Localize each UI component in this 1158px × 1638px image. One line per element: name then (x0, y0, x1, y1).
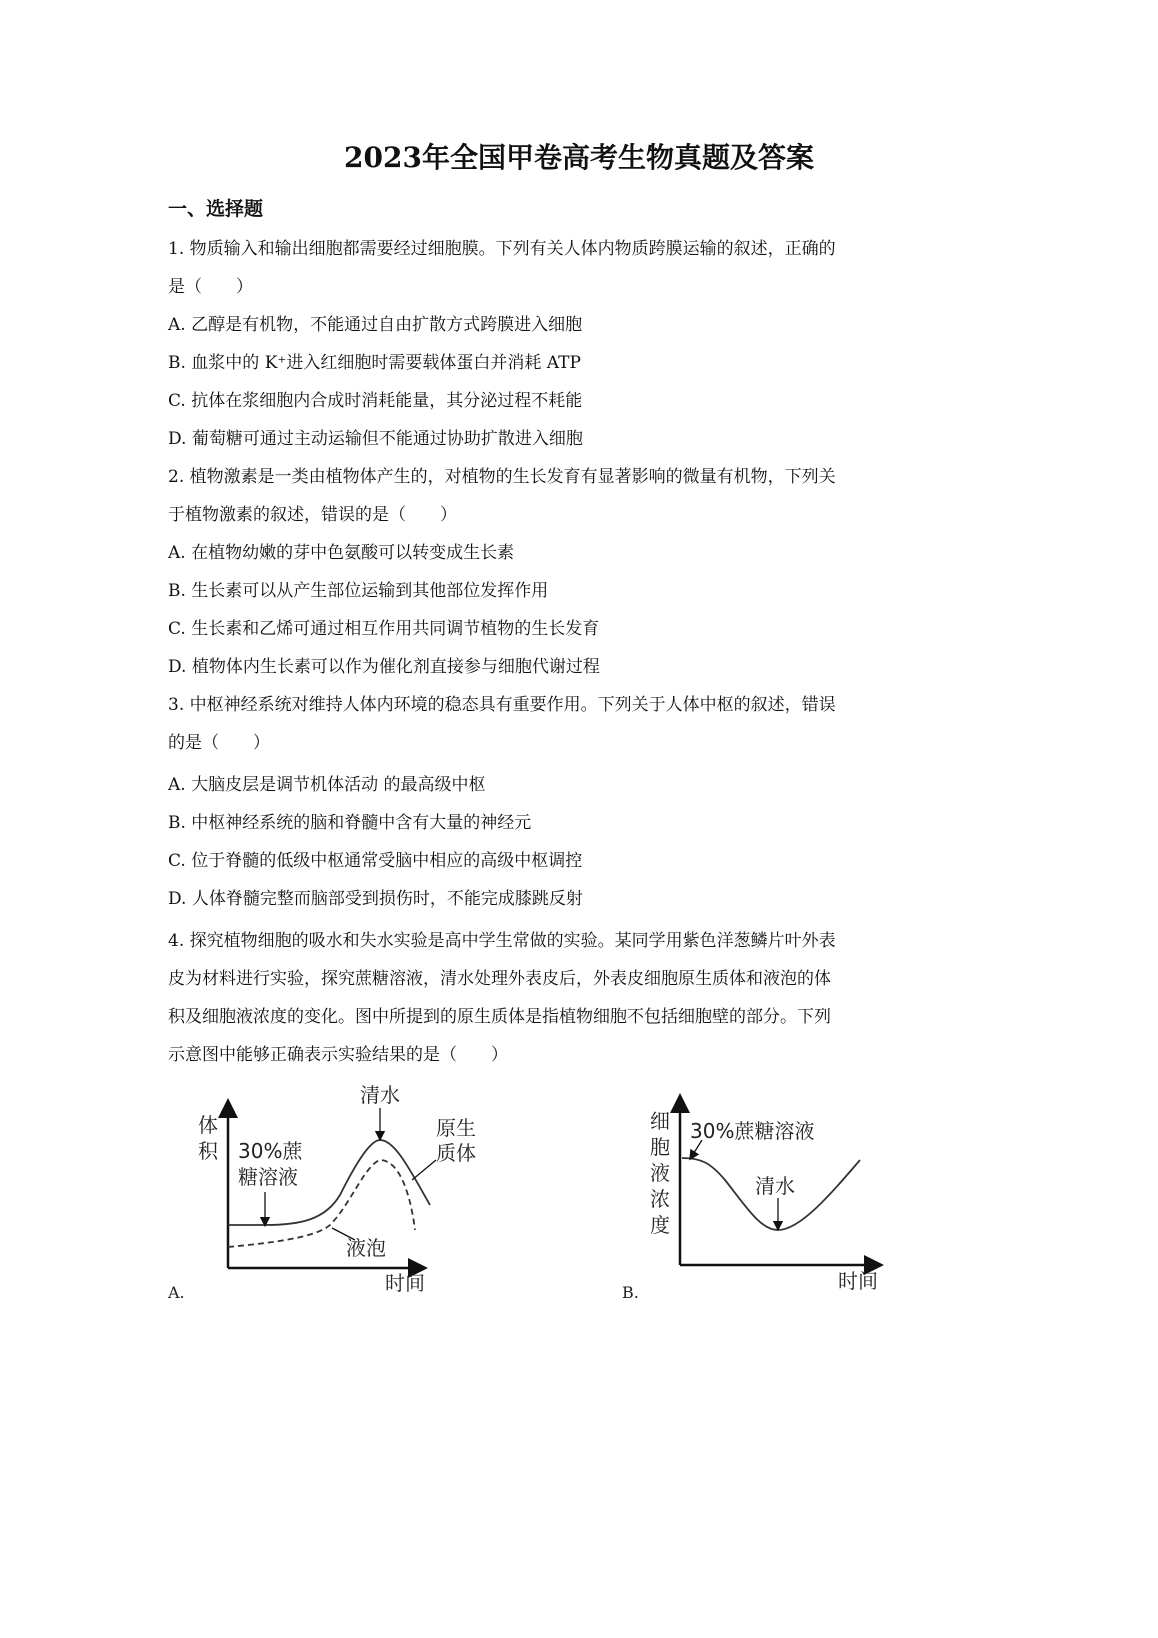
y-axis-label: 度 (650, 1213, 670, 1237)
option-d: D. 植物体内生长素可以作为催化剂直接参与细胞代谢过程 (168, 657, 600, 677)
question-stem: 示意图中能够正确表示实验结果的是（ ） (168, 1045, 508, 1065)
sucrose-label: 糖溶液 (238, 1165, 298, 1189)
question-stem: 4. 探究植物细胞的吸水和失水实验是高中学生常做的实验。某同学用紫色洋葱鳞片叶外表 (168, 931, 836, 951)
y-axis-label: 体 (198, 1113, 218, 1137)
protoplast-label: 原生 (436, 1116, 476, 1140)
option-label: A. (168, 1283, 185, 1302)
option-a: A. 大脑皮层是调节机体活动 的最高级中枢 (168, 775, 486, 795)
sucrose-label: 30%蔗糖溶液 (690, 1119, 815, 1143)
water-label: 清水 (755, 1174, 795, 1198)
question-stem: 于植物激素的叙述，错误的是（ ） (168, 505, 457, 525)
option-label: B. (622, 1283, 639, 1302)
x-axis-label: 时间 (385, 1271, 425, 1295)
option-d: D. 人体脊髓完整而脑部受到损伤时，不能完成膝跳反射 (168, 889, 583, 909)
protoplast-pointer (412, 1160, 436, 1180)
section-heading: 一、选择题 (168, 198, 264, 220)
option-a: A. 乙醇是有机物，不能通过自由扩散方式跨膜进入细胞 (168, 315, 583, 335)
option-a: A. 在植物幼嫩的芽中色氨酸可以转变成生长素 (168, 543, 515, 563)
y-axis-label: 胞 (650, 1135, 670, 1159)
option-c: C. 位于脊髓的低级中枢通常受脑中相应的高级中枢调控 (168, 851, 583, 871)
figure-a (167, 1083, 476, 1302)
x-axis-label: 时间 (838, 1269, 878, 1293)
option-b: B. 血浆中的 K⁺进入红细胞时需要载体蛋白并消耗 ATP (168, 353, 581, 373)
question-stem: 1. 物质输入和输出细胞都需要经过细胞膜。下列有关人体内物质跨膜运输的叙述，正确的 (168, 239, 836, 259)
question-stem: 2. 植物激素是一类由植物体产生的，对植物的生长发育有显著影响的微量有机物，下列关 (168, 467, 836, 487)
page-title: 2023年全国甲卷高考生物真题及答案 (344, 141, 814, 174)
sucrose-label: 30%蔗 (238, 1139, 303, 1163)
vacuole-label: 液泡 (346, 1236, 386, 1260)
option-d: D. 葡萄糖可通过主动运输但不能通过协助扩散进入细胞 (168, 429, 583, 449)
y-axis-label: 液 (650, 1161, 670, 1185)
option-b: B. 中枢神经系统的脑和脊髓中含有大量的神经元 (168, 813, 532, 833)
figure-b (622, 1103, 878, 1302)
option-c: C. 抗体在浆细胞内合成时消耗能量，其分泌过程不耗能 (168, 391, 583, 411)
question-stem: 皮为材料进行实验，探究蔗糖溶液，清水处理外表皮后，外表皮细胞原生质体和液泡的体 (168, 969, 831, 989)
protoplast-label: 质体 (436, 1141, 476, 1165)
y-axis-label: 浓 (650, 1187, 670, 1211)
option-c: C. 生长素和乙烯可通过相互作用共同调节植物的生长发育 (168, 619, 600, 639)
question-stem: 积及细胞液浓度的变化。图中所提到的原生质体是指植物细胞不包括细胞壁的部分。下列 (168, 1007, 831, 1027)
option-b: B. 生长素可以从产生部位运输到其他部位发挥作用 (168, 581, 549, 601)
question-stem: 的是（ ） (168, 733, 270, 753)
question-stem: 是（ ） (168, 277, 253, 297)
y-axis-label: 积 (198, 1139, 218, 1163)
water-label: 清水 (360, 1083, 400, 1107)
question-stem: 3. 中枢神经系统对维持人体内环境的稳态具有重要作用。下列关于人体中枢的叙述，错误 (168, 695, 836, 715)
y-axis-label: 细 (650, 1109, 670, 1133)
